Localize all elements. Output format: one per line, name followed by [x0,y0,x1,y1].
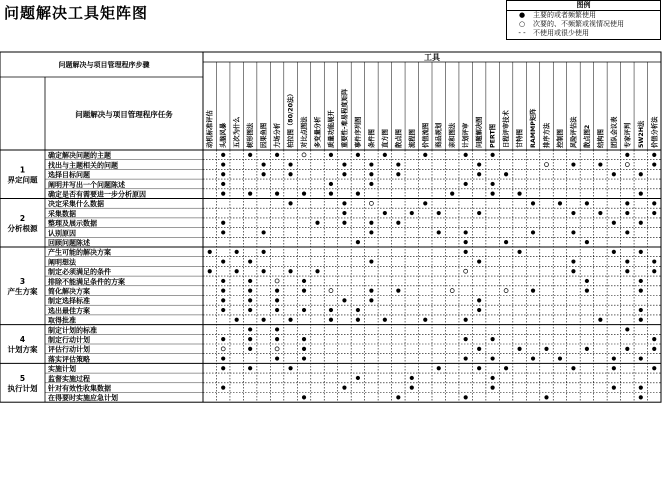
primary-use-dot [302,279,306,283]
tool-header-34: 价值分析法 [651,116,659,148]
primary-use-dot [625,201,629,205]
primary-use-dot [248,279,252,283]
tool-header-17: 价值流图 [422,122,430,148]
primary-use-dot [464,240,468,244]
primary-use-dot [504,172,508,176]
dash-icon: - - [518,29,526,37]
primary-use-dot [235,318,239,322]
primary-use-dot [598,318,602,322]
primary-use-dot [571,269,575,273]
primary-use-dot [625,327,629,331]
tool-header-19: 亲和图法 [449,122,457,148]
primary-use-dot [262,172,266,176]
step-name-2: 分析根源 [7,223,38,233]
secondary-use-dot [302,153,306,157]
primary-use-dot [221,308,225,312]
primary-use-dot [275,327,279,331]
primary-use-dot [396,289,400,293]
primary-use-dot [329,308,333,312]
primary-use-dot [517,347,521,351]
primary-use-dot [625,230,629,234]
tool-header-22: PERT图 [489,123,497,148]
primary-use-dot [302,337,306,341]
primary-use-dot [639,172,643,176]
secondary-use-dot [275,279,279,283]
primary-use-dot [302,347,306,351]
task-label: 整理及展示数据 [48,219,97,228]
primary-use-dot [517,250,521,254]
primary-use-dot [585,347,589,351]
primary-use-dot [369,259,373,263]
primary-use-dot [517,192,521,196]
tool-header-30: 结构图 [597,129,605,148]
primary-use-dot [235,250,239,254]
primary-use-dot [612,172,616,176]
primary-use-dot [612,250,616,254]
primary-use-dot [315,269,319,273]
primary-use-dot [221,337,225,341]
primary-use-dot [288,172,292,176]
tool-header-13: 条件图 [368,129,376,148]
task-label: 决定采集什么数据 [48,200,104,209]
primary-use-dot [275,337,279,341]
legend-label-primary: 主要的或者频繁使用 [533,11,596,19]
primary-use-dot [248,337,252,341]
tool-header-6: 力场分析 [274,122,282,148]
primary-use-dot [625,153,629,157]
primary-use-dot [342,221,346,225]
task-label: 选出最佳方案 [48,306,90,315]
tool-header-31: 团队会议表 [610,116,618,148]
primary-use-dot [221,192,225,196]
primary-use-dot [639,289,643,293]
primary-use-dot [464,337,468,341]
primary-use-dot [612,386,616,390]
primary-use-dot [423,153,427,157]
primary-use-dot [491,376,495,380]
primary-use-dot [558,356,562,360]
primary-use-dot [221,289,225,293]
primary-use-dot [262,269,266,273]
primary-use-dot [477,211,481,215]
primary-use-dot [221,279,225,283]
primary-use-dot [262,162,266,166]
primary-use-dot [288,201,292,205]
primary-use-dot [369,230,373,234]
primary-use-dot [369,298,373,302]
primary-use-dot [342,172,346,176]
primary-use-dot [369,162,373,166]
primary-use-dot [491,153,495,157]
primary-use-dot [639,318,643,322]
primary-use-dot [531,230,535,234]
primary-use-dot [571,162,575,166]
primary-use-dot [356,153,360,157]
primary-use-dot [302,395,306,399]
primary-use-dot [652,347,656,351]
tool-header-4: 树形图法 [247,122,255,148]
task-label: 针对有效性收集数据 [48,384,111,393]
task-label: 阐明并写出一个问题陈述 [48,180,125,189]
primary-use-dot [248,153,252,157]
secondary-use-dot [221,347,225,351]
primary-use-dot [262,318,266,322]
primary-use-dot [288,318,292,322]
tool-header-23: 日程评审技术 [503,110,511,148]
primary-use-dot [450,192,454,196]
primary-use-dot [221,230,225,234]
primary-use-dot [437,211,441,215]
primary-use-dot [356,192,360,196]
primary-use-dot [491,356,495,360]
primary-use-dot [369,172,373,176]
primary-use-dot [221,259,225,263]
primary-use-dot [571,230,575,234]
primary-use-dot [369,289,373,293]
tool-header-12: 事件序列图 [354,116,362,148]
primary-use-dot [477,366,481,370]
task-label: 简化解决方案 [48,287,90,296]
primary-use-dot [639,192,643,196]
primary-use-dot [410,386,414,390]
primary-use-dot [544,395,548,399]
task-label: 取得批准 [48,316,76,325]
tool-header-21: 问题解决图 [476,116,484,148]
tools-header-label: 工具 [424,53,440,62]
primary-use-dot [288,162,292,166]
primary-use-dot [275,289,279,293]
primary-use-dot [248,308,252,312]
primary-use-dot [356,376,360,380]
primary-use-dot [571,366,575,370]
secondary-use-dot [545,163,549,167]
primary-use-dot [356,308,360,312]
primary-use-dot [491,337,495,341]
primary-use-dot [423,201,427,205]
primary-use-dot [477,298,481,302]
primary-use-dot [652,153,656,157]
primary-use-dot [221,153,225,157]
tool-header-8: 对比点图法 [301,116,309,148]
task-label: 排除不能满足条件的方案 [48,277,125,286]
primary-use-dot [504,240,508,244]
step-name-4: 计划方案 [7,345,38,354]
tool-header-16: 流程图 [408,129,416,148]
task-label: 评估行动计划 [48,345,90,354]
primary-use-dot [329,318,333,322]
primary-use-dot [275,298,279,302]
matrix-frame [0,52,661,402]
primary-use-dot [464,250,468,254]
primary-use-dot [396,221,400,225]
primary-use-dot [369,182,373,186]
secondary-use-dot [625,163,629,167]
primary-use-dot [396,395,400,399]
page-title: 问题解决工具矩阵图 [4,4,149,22]
primary-use-dot [356,240,360,244]
primary-use-dot [423,318,427,322]
step-number-2: 2 [19,213,26,223]
task-label: 回顾问题陈述 [48,239,90,247]
task-label: 确定解决问题的主题 [48,151,111,160]
tool-header-33: 5W2H法 [637,120,645,148]
secondary-use-dot [450,289,454,293]
primary-use-dot [464,356,468,360]
tool-header-20: 计划评审 [462,122,470,148]
primary-use-dot [625,211,629,215]
primary-use-dot [221,366,225,370]
primary-use-dot [248,327,252,331]
primary-use-dot [410,376,414,380]
primary-use-dot [477,172,481,176]
primary-use-dot [491,192,495,196]
primary-use-dot [612,366,616,370]
primary-use-dot [477,308,481,312]
primary-use-dot [491,182,495,186]
primary-use-dot [342,162,346,166]
primary-use-dot [302,356,306,360]
tool-header-3: 五次为什么 [233,116,241,148]
tool-header-24: 甘特图 [516,129,524,148]
primary-use-dot [652,162,656,166]
primary-use-dot [531,289,535,293]
tool-header-9: 多变量分析 [314,116,322,148]
primary-use-dot [329,192,333,196]
tool-header-18: 商品规划 [435,122,443,148]
primary-use-dot [342,201,346,205]
step-name-5: 执行计划 [7,383,38,393]
secondary-use-dot [369,201,373,205]
primary-use-dot [598,162,602,166]
secondary-use-dot [329,289,333,293]
tool-header-29: 散点图2 [583,124,591,148]
primary-use-dot [275,153,279,157]
task-label: 在得要时实施应急计划 [48,394,118,403]
primary-use-dot [208,269,212,273]
filled-dot-icon: ● [518,11,526,19]
primary-use-dot [342,298,346,302]
tasks-header-label: 问题解决与项目管理程序任务 [75,110,173,119]
primary-use-dot [652,201,656,205]
task-label: 认别原因 [48,229,76,238]
task-label: 实施计划 [48,365,76,374]
primary-use-dot [221,162,225,166]
primary-use-dot [383,211,387,215]
task-label: 制定计划的标准 [48,326,97,335]
primary-use-dot [652,211,656,215]
primary-use-dot [598,211,602,215]
primary-use-dot [585,289,589,293]
legend-label-none: 不使用或很少使用 [533,29,589,37]
primary-use-dot [477,162,481,166]
primary-use-dot [491,386,495,390]
primary-use-dot [625,269,629,273]
primary-use-dot [437,230,441,234]
primary-use-dot [329,153,333,157]
primary-use-dot [262,230,266,234]
primary-use-dot [221,182,225,186]
tool-header-32: 专家评判 [624,122,632,148]
primary-use-dot [652,269,656,273]
task-label: 制定选择标准 [48,297,90,306]
tool-header-5: 因果鱼图 [260,122,268,148]
step-name-1: 界定问题 [7,175,38,185]
primary-use-dot [558,201,562,205]
primary-use-dot [302,289,306,293]
primary-use-dot [464,318,468,322]
primary-use-dot [639,250,643,254]
primary-use-dot [625,259,629,263]
primary-use-dot [329,182,333,186]
primary-use-dot [531,356,535,360]
secondary-use-dot [275,347,279,351]
step-number-4: 4 [19,335,26,344]
task-label: 产生可能的解决方案 [48,248,111,257]
primary-use-dot [544,347,548,351]
primary-use-dot [571,259,575,263]
primary-use-dot [248,192,252,196]
primary-use-dot [248,347,252,351]
tool-header-2: 头脑风暴 [220,122,228,148]
task-label: 监督实施过程 [48,374,90,383]
primary-use-dot [315,221,319,225]
primary-use-dot [612,356,616,360]
primary-use-dot [504,366,508,370]
primary-use-dot [342,386,346,390]
primary-use-dot [221,298,225,302]
primary-use-dot [248,298,252,302]
primary-use-dot [585,279,589,283]
primary-use-dot [531,201,535,205]
primary-use-dot [639,279,643,283]
task-label: 选择目标问题 [48,171,90,180]
primary-use-dot [396,172,400,176]
primary-use-dot [221,172,225,176]
tool-header-28: 风险评估法 [570,116,578,148]
tool-header-25: RAMMP矩阵 [530,108,538,148]
primary-use-dot [248,259,252,263]
primary-use-dot [639,386,643,390]
tool-header-14: 直方图 [381,129,389,148]
step-number-1: 1 [19,165,26,175]
primary-use-dot [275,356,279,360]
primary-use-dot [585,240,589,244]
primary-use-dot [262,250,266,254]
primary-use-dot [464,395,468,399]
task-label: 阐明想法 [48,258,76,267]
task-label: 制定必须满足的条件 [48,268,111,277]
steps-header-label: 问题解决与项目管理程序步骤 [58,61,150,69]
secondary-use-dot [504,289,508,293]
tool-header-15: 散点图 [395,129,403,148]
tool-header-7: 柏拉图（80/20法） [287,90,295,148]
step-number-3: 3 [19,276,26,286]
task-label: 采集数据 [48,209,76,218]
secondary-use-dot [464,269,468,273]
step-name-3: 产生方案 [7,286,38,296]
primary-use-dot [275,308,279,312]
legend-label-secondary: 次要的、不频繁或视情况使用 [533,20,624,28]
primary-use-dot [235,269,239,273]
primary-use-dot [652,337,656,341]
primary-use-dot [208,250,212,254]
task-label: 找出与主题相关的问题 [48,161,118,170]
tool-header-1: 动机标准评估 [206,110,214,148]
primary-use-dot [221,386,225,390]
primary-use-dot [639,221,643,225]
primary-use-dot [477,347,481,351]
primary-use-dot [288,366,292,370]
primary-use-dot [437,366,441,370]
primary-use-dot [571,211,575,215]
primary-use-dot [221,221,225,225]
primary-use-dot [625,347,629,351]
tool-header-26: 排序方法 [543,122,551,148]
primary-use-dot [302,308,306,312]
primary-use-dot [639,308,643,312]
primary-use-dot [383,318,387,322]
primary-use-dot [464,153,468,157]
primary-use-dot [221,356,225,360]
primary-use-dot [464,230,468,234]
primary-use-dot [356,318,360,322]
primary-use-dot [383,153,387,157]
primary-use-dot [275,192,279,196]
primary-use-dot [652,259,656,263]
primary-use-dot [477,259,481,263]
task-label: 确定是否有需要进一步分析原因 [48,190,146,199]
task-label: 制定行动计划 [48,336,90,344]
task-label: 落实评估策略 [48,355,90,364]
primary-use-dot [369,221,373,225]
primary-use-dot [585,201,589,205]
primary-use-dot [639,395,643,399]
legend-title: 图例 [507,1,660,11]
hollow-dot-icon: ○ [518,20,526,28]
tool-header-27: 控制图 [556,129,564,148]
primary-use-dot [288,269,292,273]
step-number-5: 5 [19,373,26,383]
primary-use-dot [248,289,252,293]
primary-use-dot [464,182,468,186]
primary-use-dot [639,356,643,360]
tool-header-10: 质量功能展开 [327,110,335,148]
primary-use-dot [652,366,656,370]
primary-use-dot [396,162,400,166]
tool-header-11: 重要性-难易程度矩阵 [341,88,349,148]
primary-use-dot [302,192,306,196]
primary-use-dot [342,211,346,215]
primary-use-dot [612,221,616,225]
primary-use-dot [410,211,414,215]
primary-use-dot [248,366,252,370]
